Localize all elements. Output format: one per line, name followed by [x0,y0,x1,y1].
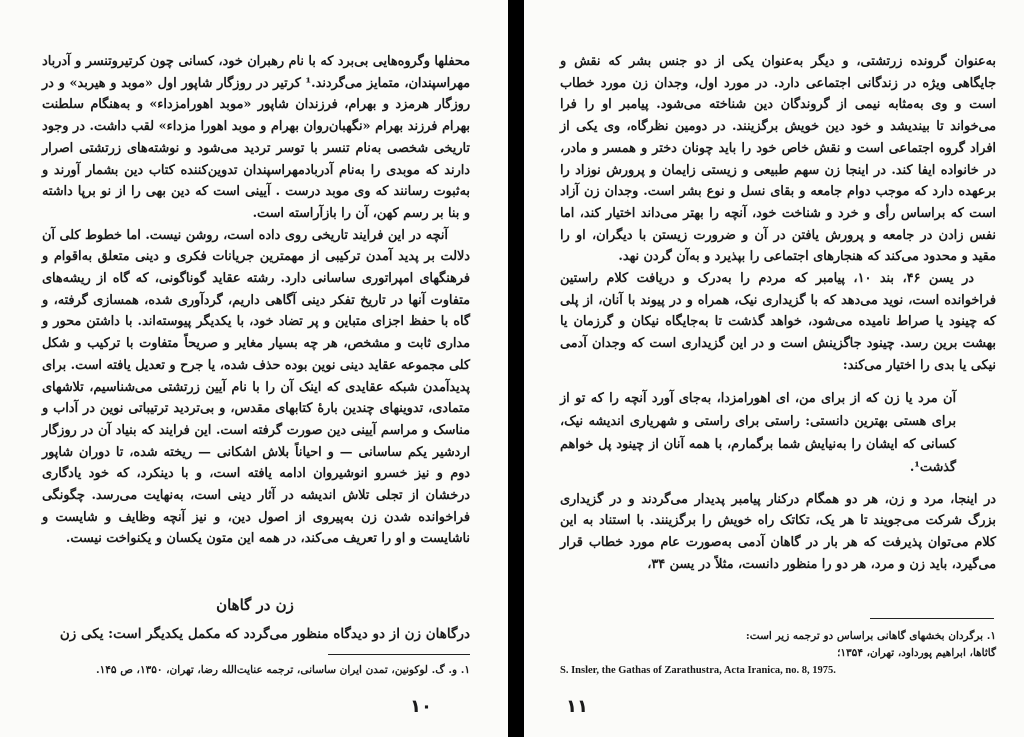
right-paragraph-1: به‌عنوان گرونده زرتشتی، و دیگر به‌عنوان یکی از دو جنس بشر که نقش و جایگاهی ویژه در زندگانی اجتماعی دارد. در مورد اول، وجدان زن مورد خطاب است و وی به‌مثابه نیمی از گروندگان دین شناخته می‌شود. پیامبر او را فرا می‌خواند تا بیندیشد و خود دین خویش برگزینند. در دومین نظرگاه، وی یکی از افراد گروه اجتماعی است و نقش خاص خود را باید چونان دختر و همسر و مادر، در خانواده ایفا کند. در اینجا زن سهم طبیعی و زیستی زایمان و پرورش نوزاد را برعهده دارد که موجب دوام جامعه و بقای نسل و نوع بشر است. وجدان زن آزاد است که براساس رأی و خرد و شناخت خود، آنچه را بهتر می‌داند اختیار کند، اما نفس زادن در جامعه و پرورش یافتن در آن و ضرورت زیستن با دیگران، او را مقید و محدود می‌کند که هنجارهای اجتماعی را بپذیرد و به‌آن گردن نهد. [560,54,996,265]
footnote-line-1: ۱. برگردان بخشهای گاهانی براساس دو ترجمه زیر است: [745,630,996,642]
footnote-latin-citation: S. Insler, the Gathas of Zarathustra, Acta Iranica, no. 8, 1975. [560,665,836,676]
right-footnote [560,628,996,679]
footnote-divider [328,654,470,655]
left-paragraph-1: محفلها وگروه‌هایی بی‌برد که با نام رهبران خود، کسانی چون کرتیروتنسر و آدرباد مهراسپندان، متمایز می‌گردند.¹ کرتیر در روزگار شاپور اول «موبد و هیربد» و در روزگار هرمزد و بهرام، فرزندان شاپور «موبد اهورامزداء» و به‌هنگام سلطنت بهرام فرزند بهرام «نگهبان‌روان بهرام و موبد اهورا مزداء» لقب داشت. در وجود تاریخی شخصی به‌نام تنسر با توسر تردید می‌شود و نوشته‌های زرتشتی اصرار دارند که موبدی را به‌نام آدربادمهراسپندان تدوین‌کننده کتاب دین بشمار آورند و به‌ثبوت رسانند که وی موبد درست . آیینی است که دین بهی را از نو برپا داشته و بنا بر رسم کهن، آن را بازآراسته است. [42,54,470,221]
left-page [0,0,508,737]
right-page-body [560,51,996,575]
right-paragraph-3: در اینجا، مرد و زن، هر دو همگام درکنار پیامبر پدیدار می‌گردند و در گزیداری بزرگ شرکت می‌جویند تا هر یک، تکاتک راه خویش را برگزینند. با استناد به این کلام می‌توان پذیرفت که هر بار در گاهان آدمی به‌صورت عام مورد خطاب قرار می‌گیرد، باید زن و مرد، هر دو را منظور دانست، مثلاً در یسن ۳۴، [560,491,996,572]
right-paragraph-2: در یسن ۴۶، بند ۱۰، پیامبر که مردم را به‌درک و دریافت کلام راستین فراخوانده است، نوید می‌دهد که با گزیداری نیک، همراه و در پیوند با آنان، از پلی که چینود یا صراط نامیده می‌شود، خواهد گذشت تا به‌جایگاه نیکان و گرزمان یا بهشت برین رسد. چینود جاگزینش است و در این گزیداری است که وجدان آدمی نیکی یا بدی را اختیار می‌کند: [560,271,996,373]
left-footnote: ۱. و. گ. لوکونین، تمدن ایران ساسانی، ترجمه عنایت‌الله رضا، تهران، ۱۳۵۰، ص ۱۴۵. [95,664,470,676]
book-gutter [508,0,524,737]
gatha-quote: آن مرد یا زن که از برای من، ای اهورامزدا، به‌جای آورد آنچه را که تو از برای هستی بهترین دانستی: راستی برای راستی و شهریاری اندیشه نیک، کسانی که ایشان را به‌نیایش شما برگمارم، با همه آنان از چینود پل خواهم گذشت¹. [560,390,956,475]
section-intro: درگاهان زن از دو دیدگاه منظور می‌گردد که مکمل یکدیگر است: یکی زن [59,626,470,642]
section-heading: زن در گاهان [216,596,294,614]
footnote-line-2: گاثاها، ابراهیم پورداود، تهران، ۱۳۵۴؛ [837,647,996,659]
left-page-number: ۱۰ [410,696,432,717]
left-paragraph-2: آنچه در این فرایند تاریخی روی داده است، روشن نیست. اما خطوط کلی آن دلالت بر پدید آمدن ترکیبی از مهمترین جریانات فکری و دینی متعلق به‌اقوام و فرهنگهای امپراتوری ساسانی دارد. رشته عقاید گوناگونی، که گاه از ریشه‌های متفاوت آنها در تاریخ تفکر دینی آگاهی داریم، گردآوری شده، همسازی گرفته، و گاه با حفظ اجزای متباین و پر تضاد خود، با یکدیگر پیوسته‌اند. با داشتن محور و مداری ثابت و مشخص، هر چه بسیار مغایر و صریحاً متفاوت با ترکیب و شکل کلی مجموعه عقاید دینی نوین بوده حذف شده، یا جرح و تعدیل یافته است. برای پدیدآمدن شبکه عقایدی که اینک آن را با نام آیین زرتشتی می‌شناسیم، تلاشهای متمادی، تدوینهای چندین بارهٔ کتابهای مقدس، و بی‌تردید ترتیباتی نوین در آداب و مناسک و مراسم آیینی دین صورت گرفته است. این فرایند که بنیاد آن در روزگار اردشیر یکم ساسانی — و احیاناً بلاش اشکانی — ریخته شده، تا دوران شاپور دوم و نیز خسرو انوشیروان ادامه یافته است، و با دینکرد، که خود یادگاری درخشان از تجلی تلاش اندیشه در آثار دینی است، به‌نهایت می‌رسد. چگونگی فراخوانده شدن زن به‌پیروی از اصول دین، و نیز آنچه وظایف و شایست و ناشایست و او را تعریف می‌کند، در همه این متون یکسان و یکنواخت نیست. [42,227,470,547]
right-page-number: ۱۱ [566,696,588,717]
left-page-body [42,51,470,550]
right-page [524,0,1024,737]
footnote-divider [870,618,994,619]
